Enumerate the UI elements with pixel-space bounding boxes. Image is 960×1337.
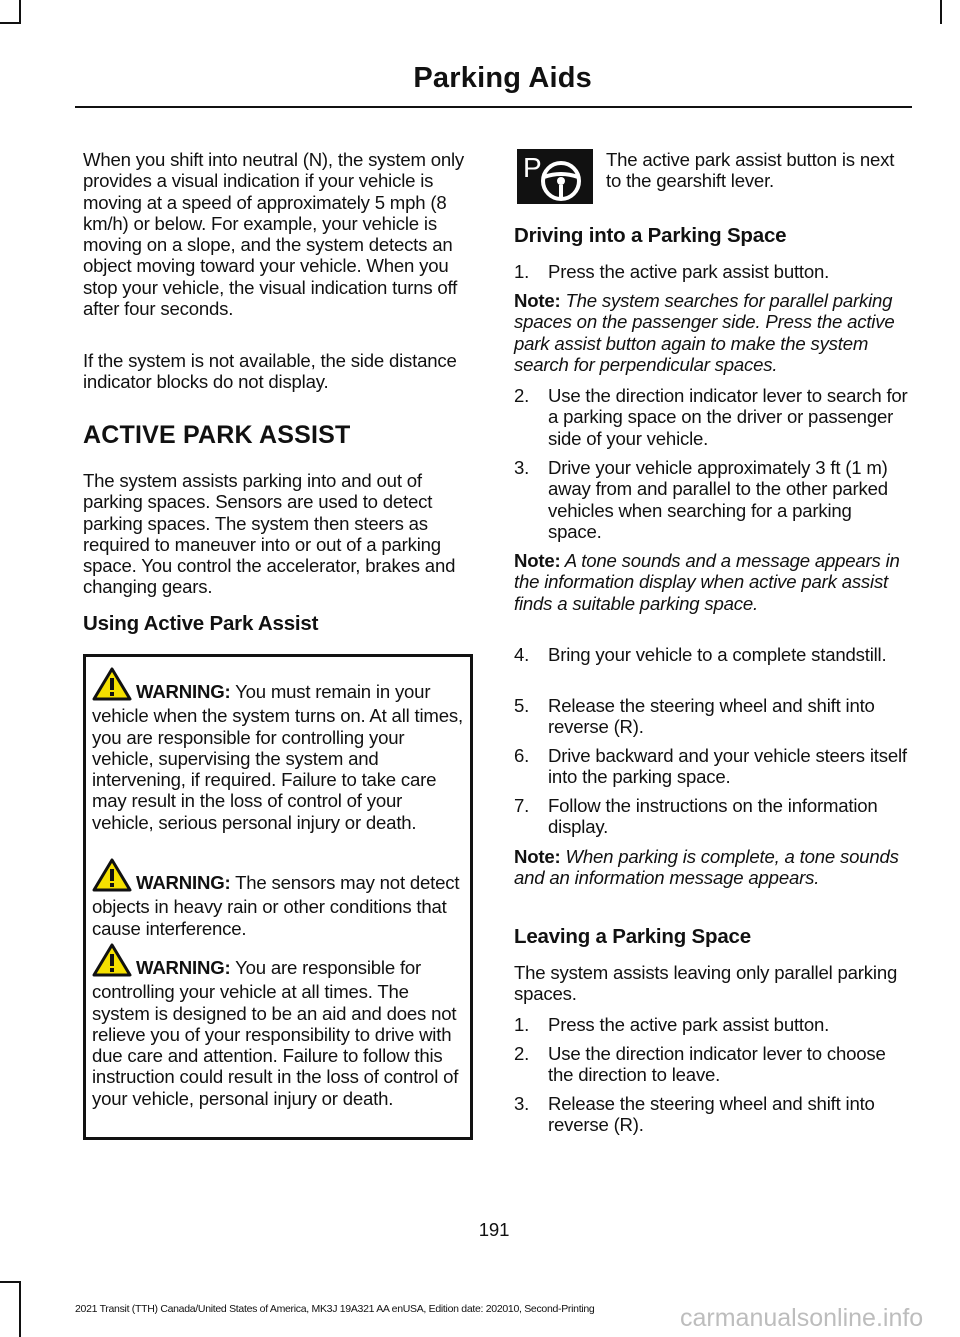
svg-text:P: P bbox=[523, 152, 542, 183]
step-2 bbox=[514, 385, 909, 449]
step-text: Use the direction indicator lever to search for a parking space on the driver or passenger side of your vehicle. bbox=[548, 385, 908, 449]
crop-mark bbox=[0, 22, 20, 24]
step-6 bbox=[514, 745, 909, 788]
warning-triangle-icon bbox=[92, 667, 132, 705]
step-4 bbox=[514, 644, 909, 665]
step-number: 7. bbox=[514, 795, 530, 816]
warning-label: WARNING: bbox=[136, 681, 231, 702]
warning-2 bbox=[92, 858, 466, 939]
step-number: 3. bbox=[514, 1093, 530, 1114]
active-park-assist-icon bbox=[517, 149, 593, 204]
step-text: Press the active park assist button. bbox=[548, 1014, 830, 1035]
note-label: Note: bbox=[514, 290, 561, 311]
step-text: Follow the instructions on the information display. bbox=[548, 795, 878, 838]
note-2 bbox=[514, 550, 909, 614]
section-description: The system assists parking into and out of parking spaces. Sensors are used to detect parking spaces. The system then steers as required to maneuver into or out of a parking space. You control the accelerator, brakes and changing gears. bbox=[83, 470, 456, 598]
note-text: A tone sounds and a message appears in the information display when active park assist finds a suitable parking space. bbox=[514, 550, 900, 614]
crop-mark bbox=[19, 0, 21, 24]
note-text: When parking is complete, a tone sounds and an information message appears. bbox=[514, 846, 899, 889]
step-7 bbox=[514, 795, 909, 838]
availability-paragraph: If the system is not available, the side distance indicator blocks do not display. bbox=[83, 350, 457, 393]
leaving-heading: Leaving a Parking Space bbox=[514, 925, 751, 948]
step-number: 3. bbox=[514, 457, 530, 478]
note-1 bbox=[514, 290, 909, 375]
edition-info: 2021 Transit (TTH) Canada/United States of America, MK3J 19A321 AA enUSA, Edition date: 202010, Second-Printing bbox=[75, 1303, 595, 1315]
leave-step-2 bbox=[514, 1043, 909, 1086]
crop-mark bbox=[0, 1281, 20, 1283]
step-text: Release the steering wheel and shift into reverse (R). bbox=[548, 1093, 875, 1136]
warning-label: WARNING: bbox=[136, 957, 231, 978]
warning-triangle-icon bbox=[92, 943, 132, 981]
warning-text: You must remain in your vehicle when the system turns on. At all times, you are responsible for controlling your vehicle, supervising the system and intervening, if required. Failure to take care may result in the loss of control of your vehicle, serious personal injury or death. bbox=[92, 681, 463, 833]
crop-mark bbox=[19, 1281, 21, 1337]
leaving-paragraph: The system assists leaving only parallel parking spaces. bbox=[514, 962, 898, 1005]
step-text: Press the active park assist button. bbox=[548, 261, 830, 282]
note-label: Note: bbox=[514, 846, 561, 867]
note-label: Note: bbox=[514, 550, 561, 571]
warning-text: The sensors may not detect objects in heavy rain or other conditions that cause interference. bbox=[92, 872, 460, 939]
page-number: 191 bbox=[478, 1219, 510, 1240]
step-number: 6. bbox=[514, 745, 530, 766]
step-number: 2. bbox=[514, 385, 530, 406]
step-3 bbox=[514, 457, 909, 542]
warning-box bbox=[83, 654, 473, 1140]
subsection-heading: Using Active Park Assist bbox=[83, 612, 319, 635]
step-number: 2. bbox=[514, 1043, 530, 1064]
warning-label: WARNING: bbox=[136, 872, 231, 893]
icon-caption: The active park assist button is next to the gearshift lever. bbox=[606, 149, 895, 192]
step-number: 1. bbox=[514, 261, 530, 282]
step-5 bbox=[514, 695, 909, 738]
warning-3 bbox=[92, 943, 466, 1109]
step-1 bbox=[514, 261, 909, 282]
step-number: 5. bbox=[514, 695, 530, 716]
step-number: 1. bbox=[514, 1014, 530, 1035]
note-3 bbox=[514, 846, 909, 889]
step-text: Bring your vehicle to a complete standstill. bbox=[548, 644, 887, 665]
section-heading: ACTIVE PARK ASSIST bbox=[83, 421, 351, 449]
leave-step-1 bbox=[514, 1014, 909, 1035]
warning-1 bbox=[92, 667, 466, 833]
intro-paragraph: When you shift into neutral (N), the system only provides a visual indication if your vehicle is moving at a speed of approximately 5 mph (8 km/h) or below. For example, your vehicle is moving on a slope, and the system detects an object moving toward your vehicle. When you stop your vehicle, the visual indication turns off after four seconds. bbox=[83, 149, 465, 320]
driving-into-heading: Driving into a Parking Space bbox=[514, 224, 787, 247]
watermark: carmanualsonline.info bbox=[680, 1304, 924, 1332]
header-rule bbox=[75, 106, 912, 108]
step-text: Drive your vehicle approximately 3 ft (1 m) away from and parallel to the other parked vehicles when searching for a parking space. bbox=[548, 457, 888, 542]
warning-text: You are responsible for controlling your vehicle at all times. The system is designed to be an aid and does not relieve you of your responsibility to drive with due care and attention. Failure to follow this instruction could result in the loss of control of your vehicle, personal injury or death. bbox=[92, 957, 459, 1109]
step-number: 4. bbox=[514, 644, 530, 665]
page-title: Parking Aids bbox=[413, 62, 592, 94]
leave-step-3 bbox=[514, 1093, 909, 1136]
note-text: The system searches for parallel parking spaces on the passenger side. Press the active park assist button again to make the system search for perpendicular spaces. bbox=[514, 290, 895, 375]
step-text: Use the direction indicator lever to choose the direction to leave. bbox=[548, 1043, 886, 1086]
warning-triangle-icon bbox=[92, 858, 132, 896]
step-text: Release the steering wheel and shift into reverse (R). bbox=[548, 695, 875, 738]
step-text: Drive backward and your vehicle steers itself into the parking space. bbox=[548, 745, 907, 788]
crop-mark bbox=[940, 0, 942, 24]
